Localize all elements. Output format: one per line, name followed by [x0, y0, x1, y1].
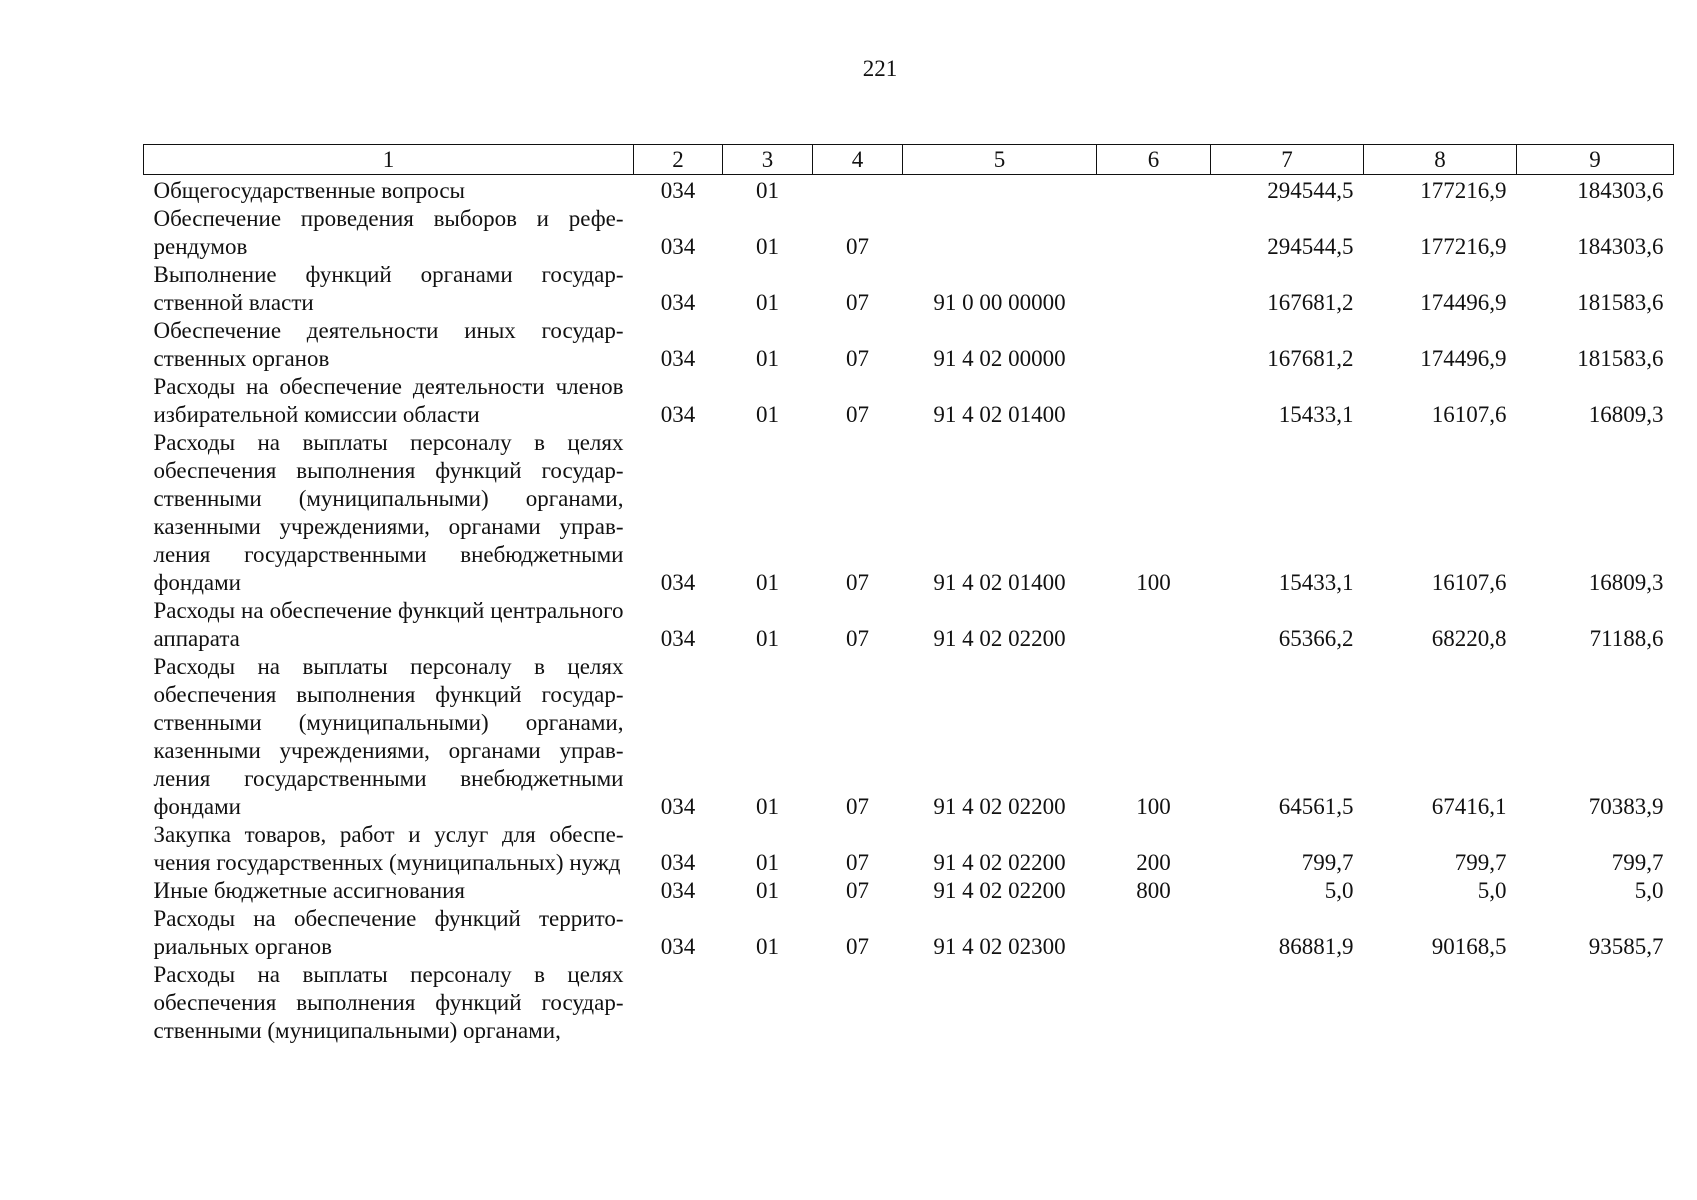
- amount-col-7: [1211, 961, 1364, 1045]
- header-col-8: 8: [1364, 145, 1517, 175]
- header-col-6: 6: [1097, 145, 1211, 175]
- subsection-code: 07: [846, 794, 869, 819]
- target-article-code: 91 4 02 02200: [933, 850, 1066, 875]
- expense-type-code: [1097, 205, 1211, 261]
- amount-col-7: 294544,5: [1267, 178, 1354, 203]
- admin-code: 034: [660, 934, 696, 959]
- amount-col-7: 167681,2: [1267, 346, 1354, 371]
- table-body: [144, 175, 1674, 1046]
- target-article-code: 91 4 02 00000: [933, 346, 1066, 371]
- subsection-code: 07: [846, 234, 869, 259]
- amount-col-9: 16809,3: [1588, 570, 1664, 595]
- header-col-2: 2: [634, 145, 723, 175]
- section-code: 01: [756, 570, 779, 595]
- amount-col-8: 177216,9: [1420, 234, 1507, 259]
- table-row: [144, 261, 1674, 317]
- table-row: [144, 597, 1674, 653]
- header-col-4: 4: [813, 145, 903, 175]
- target-article-code: 91 4 02 02200: [933, 878, 1066, 903]
- amount-col-8: 799,7: [1454, 850, 1507, 875]
- amount-col-9: 93585,7: [1588, 934, 1664, 959]
- item-name: Обеспечение проведения выборов и референдумов: [153, 206, 624, 259]
- item-name: Закупка товаров, работ и услуг для обеспечения государственных (муниципальных) нужд: [153, 822, 624, 875]
- header-col-7: 7: [1211, 145, 1364, 175]
- amount-col-9: 184303,6: [1577, 178, 1664, 203]
- subsection-code: 07: [846, 402, 869, 427]
- header-row: [144, 145, 1674, 175]
- table-row: [144, 877, 1674, 905]
- subsection-code: [813, 175, 903, 206]
- expense-type-code: [1097, 905, 1211, 961]
- admin-code: 034: [660, 290, 696, 315]
- subsection-code: 07: [846, 570, 869, 595]
- amount-col-9: 5,0: [1634, 878, 1664, 903]
- table-row: [144, 905, 1674, 961]
- section-code: 01: [756, 878, 779, 903]
- item-name: Выполнение функций органами государственной власти: [153, 262, 624, 315]
- target-article-code: [903, 205, 1097, 261]
- amount-col-8: 90168,5: [1431, 934, 1507, 959]
- target-article-code: 91 4 02 02200: [933, 794, 1066, 819]
- amount-col-8: 68220,8: [1431, 626, 1507, 651]
- expense-type-code: 100: [1136, 794, 1171, 819]
- header-col-3: 3: [723, 145, 813, 175]
- page-number: 221: [862, 56, 898, 81]
- amount-col-7: 167681,2: [1267, 290, 1354, 315]
- section-code: 01: [756, 346, 779, 371]
- table-row: [144, 821, 1674, 877]
- table-row: [144, 961, 1674, 1045]
- amount-col-8: 174496,9: [1420, 290, 1507, 315]
- amount-col-9: 71188,6: [1589, 626, 1664, 651]
- admin-code: 034: [660, 850, 696, 875]
- section-code: 01: [756, 934, 779, 959]
- admin-code: 034: [660, 626, 696, 651]
- expense-type-code: [1097, 175, 1211, 206]
- table-row: [144, 373, 1674, 429]
- target-article-code: [903, 961, 1097, 1045]
- amount-col-8: 16107,6: [1431, 402, 1507, 427]
- expense-type-code: 100: [1136, 570, 1171, 595]
- admin-code: [634, 961, 723, 1045]
- target-article-code: 91 0 00 00000: [933, 290, 1066, 315]
- amount-col-7: 294544,5: [1267, 234, 1354, 259]
- target-article-code: 91 4 02 02200: [933, 626, 1066, 651]
- amount-col-7: 64561,5: [1278, 794, 1354, 819]
- table-row: [144, 317, 1674, 373]
- amount-col-7: 5,0: [1324, 878, 1354, 903]
- item-name: Общегосударственные вопросы: [153, 178, 465, 203]
- amount-col-9: 16809,3: [1588, 402, 1664, 427]
- item-name: Расходы на обеспечение деятельности членов избирательной комиссии области: [153, 374, 624, 427]
- expense-type-code: [1097, 261, 1211, 317]
- amount-col-9: 799,7: [1611, 850, 1664, 875]
- amount-col-8: 174496,9: [1420, 346, 1507, 371]
- target-article-code: 91 4 02 01400: [933, 402, 1066, 427]
- admin-code: 034: [660, 346, 696, 371]
- section-code: [723, 961, 813, 1045]
- item-name: Расходы на выплаты персоналу в целях обеспечения выполнения функций государственными (муниципальными) органами, казенными учреждениями, органами управления государственными внебюджетными фондами: [153, 654, 624, 819]
- amount-col-8: 177216,9: [1420, 178, 1507, 203]
- admin-code: 034: [660, 570, 696, 595]
- subsection-code: 07: [846, 290, 869, 315]
- expense-type-code: 800: [1136, 878, 1171, 903]
- amount-col-8: 5,0: [1477, 878, 1507, 903]
- header-col-5: 5: [903, 145, 1097, 175]
- amount-col-9: 181583,6: [1577, 290, 1664, 315]
- expense-type-code: [1097, 961, 1211, 1045]
- amount-col-9: [1517, 961, 1674, 1045]
- expense-type-code: [1097, 597, 1211, 653]
- item-name: Расходы на обеспечение функций территориальных органов: [153, 906, 624, 959]
- section-code: 01: [756, 234, 779, 259]
- subsection-code: [813, 961, 903, 1045]
- amount-col-9: 184303,6: [1577, 234, 1664, 259]
- amount-col-7: 15433,1: [1278, 402, 1354, 427]
- item-name: Иные бюджетные ассигнования: [153, 878, 465, 903]
- admin-code: 034: [660, 794, 696, 819]
- amount-col-7: 86881,9: [1278, 934, 1354, 959]
- budget-table: [143, 144, 1674, 1045]
- section-code: 01: [756, 402, 779, 427]
- subsection-code: 07: [846, 934, 869, 959]
- section-code: 01: [756, 290, 779, 315]
- section-code: 01: [756, 178, 779, 203]
- item-name: Расходы на обеспечение функций центрального аппарата: [153, 598, 624, 651]
- amount-col-7: 799,7: [1301, 850, 1354, 875]
- amount-col-8: 16107,6: [1431, 570, 1507, 595]
- target-article-code: 91 4 02 02300: [933, 934, 1066, 959]
- amount-col-7: 65366,2: [1278, 626, 1354, 651]
- expense-type-code: [1097, 373, 1211, 429]
- admin-code: 034: [660, 178, 696, 203]
- subsection-code: 07: [846, 878, 869, 903]
- section-code: 01: [756, 626, 779, 651]
- item-name: Расходы на выплаты персоналу в целях обеспечения выполнения функций государственными (муниципальными) органами, казенными учреждениями, органами управления государственными внебюджетными фондами: [153, 430, 624, 595]
- amount-col-7: 15433,1: [1278, 570, 1354, 595]
- expense-type-code: [1097, 317, 1211, 373]
- subsection-code: 07: [846, 626, 869, 651]
- amount-col-8: 67416,1: [1431, 794, 1507, 819]
- subsection-code: 07: [846, 850, 869, 875]
- table-row: [144, 429, 1674, 597]
- header-col-1: 1: [144, 145, 634, 175]
- table-row: [144, 175, 1674, 206]
- item-name: Расходы на выплаты персоналу в целях обеспечения выполнения функций государственными (муниципальными) органами,: [153, 962, 624, 1043]
- subsection-code: 07: [846, 346, 869, 371]
- admin-code: 034: [660, 878, 696, 903]
- amount-col-8: [1364, 961, 1517, 1045]
- section-code: 01: [756, 794, 779, 819]
- amount-col-9: 70383,9: [1588, 794, 1664, 819]
- table-row: [144, 653, 1674, 821]
- table-row: [144, 205, 1674, 261]
- item-name: Обеспечение деятельности иных государственных органов: [153, 318, 624, 371]
- table-header: [144, 145, 1674, 175]
- section-code: 01: [756, 850, 779, 875]
- expense-type-code: 200: [1136, 850, 1171, 875]
- admin-code: 034: [660, 234, 696, 259]
- admin-code: 034: [660, 402, 696, 427]
- header-col-9: 9: [1517, 145, 1674, 175]
- target-article-code: [903, 175, 1097, 206]
- target-article-code: 91 4 02 01400: [933, 570, 1066, 595]
- amount-col-9: 181583,6: [1577, 346, 1664, 371]
